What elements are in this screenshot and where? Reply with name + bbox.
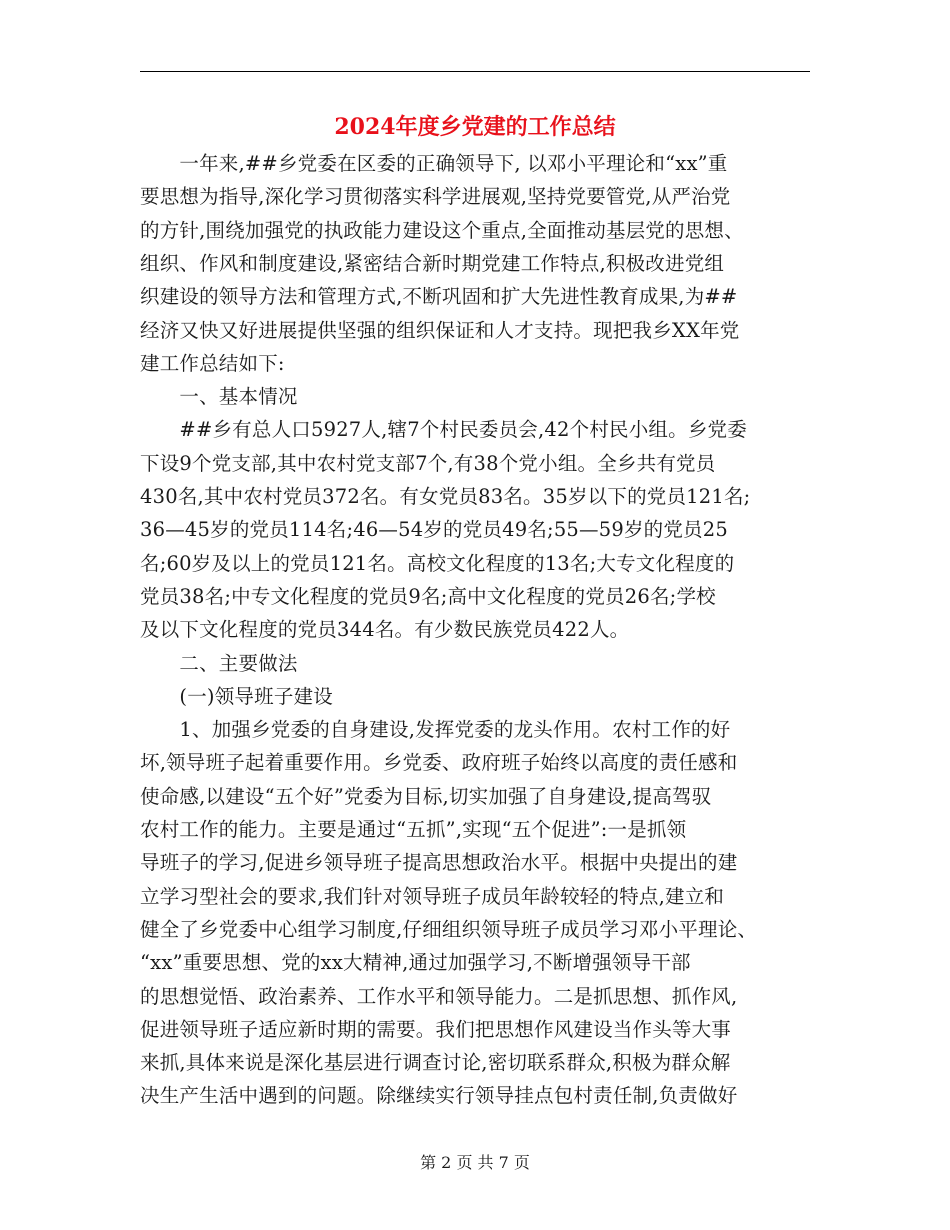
body-line: 坏,领导班子起着重要作用。乡党委、政府班子始终以高度的责任感和 [140, 751, 738, 775]
page-footer: 第 2 页 共 7 页 [420, 1153, 530, 1172]
body-line: “xx”重要思想、党的xx大精神,通过加强学习,不断增强领导干部 [140, 951, 691, 975]
body-line: 党员38名;中专文化程度的党员9名;高中文化程度的党员26名;学校 [140, 584, 716, 608]
body-line: 1、加强乡党委的自身建设,发挥党委的龙头作用。农村工作的好 [140, 718, 731, 742]
body-line: 农村工作的能力。主要是通过“五抓”,实现“五个促进”:一是抓领 [140, 818, 687, 841]
body-line: 导班子的学习,促进乡领导班子提高思想政治水平。根据中央提出的建 [140, 851, 738, 875]
body-line: 组织、作风和制度建设,紧密结合新时期党建工作特点,积极改进党组 [140, 251, 725, 275]
body-line: 的方针,围绕加强党的执政能力建设这个重点,全面推动基层党的思想、 [140, 218, 744, 242]
body-line: 二、主要做法 [140, 651, 298, 675]
body-line: 决生产生活中遇到的问题。除继续实行领导挂点包村责任制,负责做好 [140, 1084, 738, 1108]
body-line: 430名,其中农村党员372名。有女党员83名。35岁以下的党员121名; [140, 485, 751, 508]
body-line: 的思想觉悟、政治素养、工作水平和领导能力。二是抓思想、抓作风, [140, 984, 738, 1008]
body-line: 建工作总结如下: [140, 351, 285, 375]
body-line: 一年来,##乡党委在区委的正确领导下, 以邓小平理论和“xx”重 [140, 152, 728, 175]
body-line: 促进领导班子适应新时期的需要。我们把思想作风建设当作头等大事 [140, 1017, 732, 1041]
body-line: 36—45岁的党员114名;46—54岁的党员49名;55—59岁的党员25 [140, 518, 728, 542]
document-title: 2024年度乡党建的工作总结 [334, 114, 616, 140]
body-line: 名;60岁及以上的党员121名。高校文化程度的13名;大专文化程度的 [140, 551, 735, 575]
body-line: 健全了乡党委中心组学习制度,仔细组织领导班子成员学习邓小平理论、 [140, 917, 758, 941]
body-line: 立学习型社会的要求,我们针对领导班子成员年龄较轻的特点,建立和 [140, 884, 725, 908]
body-line: (一)领导班子建设 [140, 684, 333, 708]
header-rule [140, 71, 810, 72]
body-line: 来抓,具体来说是深化基层进行调查讨论,密切联系群众,积极为群众解 [140, 1051, 731, 1075]
body-line: 要思想为指导,深化学习贯彻落实科学进展观,坚持党要管党,从严治党 [140, 185, 731, 209]
body-line: 使命感,以建设“五个好”党委为目标,切实加强了自身建设,提高驾驭 [140, 784, 712, 808]
body-line: 经济又快又好进展提供坚强的组织保证和人才支持。现把我乡XX年党 [140, 318, 740, 342]
body-line: 一、基本情况 [140, 385, 298, 409]
body-line: 及以下文化程度的党员344名。有少数民族党员422人。 [140, 618, 630, 642]
body-line: 织建设的领导方法和管理方式,不断巩固和扩大先进性教育成果,为## [140, 285, 738, 309]
body-line: ##乡有总人口5927人,辖7个村民委员会,42个村民小组。乡党委 [140, 418, 747, 442]
body-line: 下设9个党支部,其中农村党支部7个,有38个党小组。全乡共有党员 [140, 451, 716, 475]
